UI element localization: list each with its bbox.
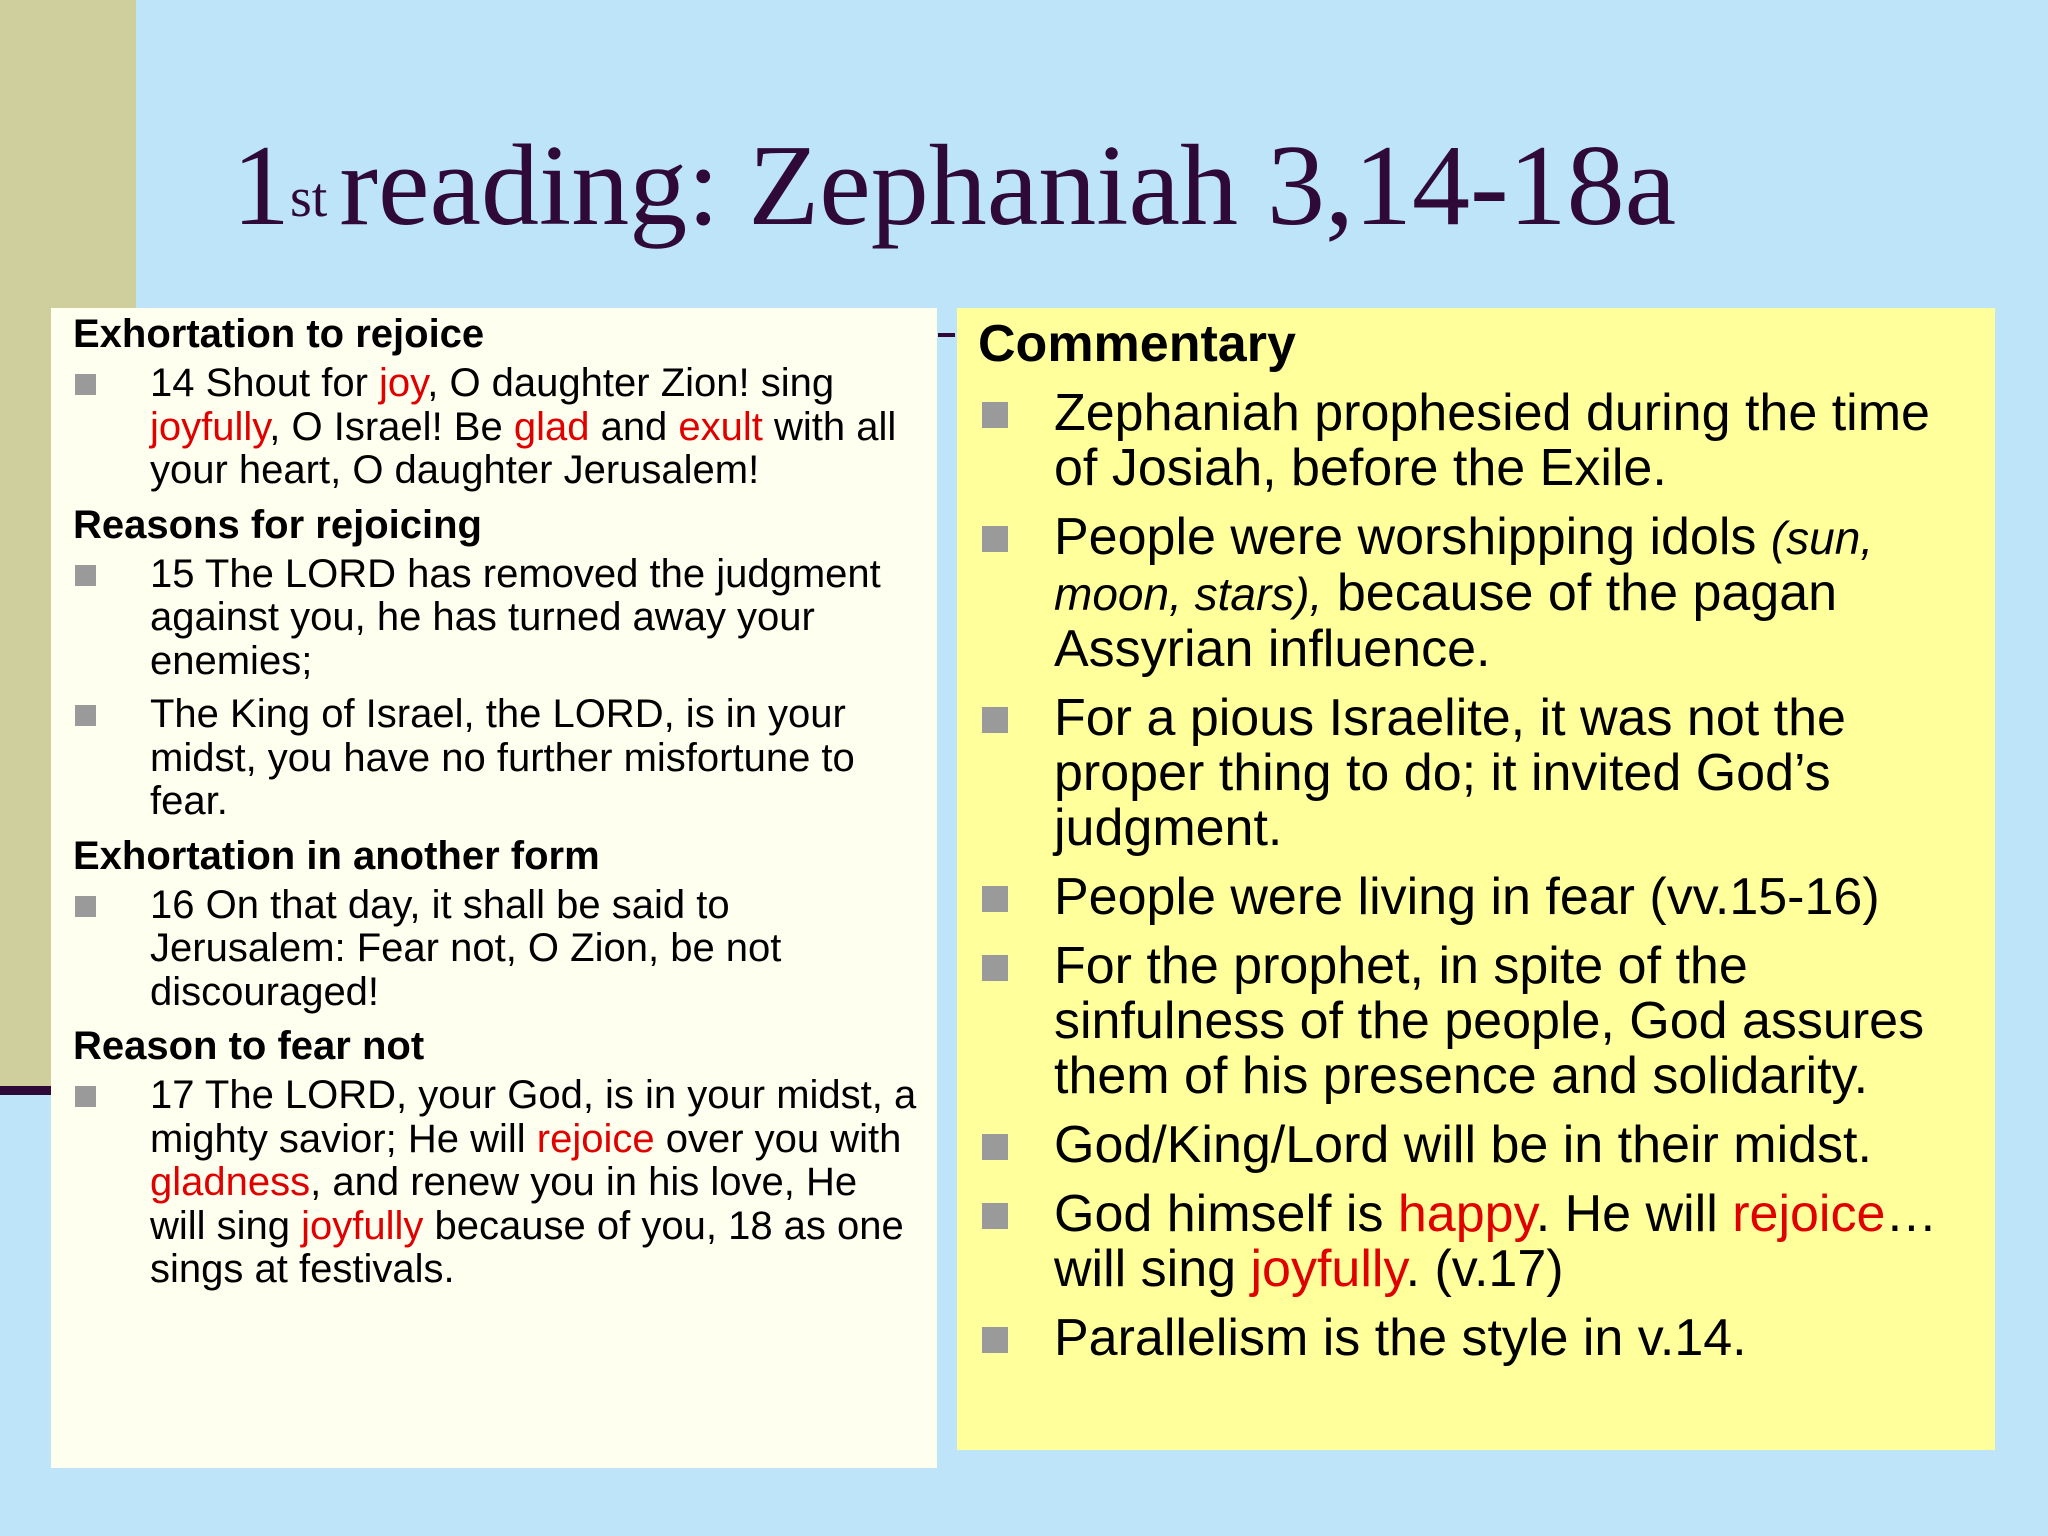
list-item: Parallelism is the style in v.14.	[978, 1311, 1985, 1366]
accent-line	[938, 333, 955, 337]
highlighted-word: joyfully	[301, 1203, 424, 1248]
accent-line	[0, 1086, 52, 1095]
square-bullet-icon	[982, 1134, 1008, 1160]
highlighted-word: happy	[1397, 1185, 1536, 1243]
square-bullet-icon	[75, 896, 96, 917]
list-item: God/King/Lord will be in their midst.	[978, 1118, 1985, 1173]
square-bullet-icon	[75, 1086, 96, 1107]
square-bullet-icon	[982, 526, 1008, 552]
commentary-text-box	[957, 308, 1995, 1450]
list-item: 15 The LORD has removed the judgment against you, he has turned away your enemies;	[73, 553, 919, 684]
highlighted-word: joyfully	[150, 404, 270, 449]
square-bullet-icon	[982, 707, 1008, 733]
square-bullet-icon	[75, 705, 96, 726]
slide-title	[232, 122, 1677, 250]
list-item: 14 Shout for joy, O daughter Zion! sing joyfully, O Israel! Be glad and exult with all your heart, O daughter Jerusalem!	[73, 362, 919, 493]
list-item: For the prophet, in spite of the sinfulness of the people, God assures them of his presence and solidarity.	[978, 939, 1985, 1104]
square-bullet-icon	[982, 886, 1008, 912]
highlighted-word: rejoice	[1732, 1185, 1886, 1243]
title-number: 1	[232, 122, 290, 250]
title-text: reading: Zephaniah 3,14-18a	[339, 122, 1677, 250]
italic-note: (sun, moon, stars),	[1054, 512, 1874, 620]
highlighted-word: glad	[513, 404, 590, 449]
highlighted-word: rejoice	[536, 1116, 655, 1161]
square-bullet-icon	[982, 1203, 1008, 1229]
highlighted-word: joyfully	[1250, 1240, 1406, 1298]
square-bullet-icon	[982, 955, 1008, 981]
square-bullet-icon	[75, 374, 96, 395]
square-bullet-icon	[75, 565, 96, 586]
highlighted-word: joy	[379, 361, 428, 405]
commentary-heading: Commentary	[978, 315, 1296, 373]
section-heading: Exhortation in another form	[73, 833, 600, 878]
square-bullet-icon	[982, 402, 1008, 428]
list-item: The King of Israel, the LORD, is in your midst, you have no further misfortune to fear.	[73, 693, 919, 824]
list-item: 17 The LORD, your God, is in your midst, a mighty savior; He will rejoice over you with gladness, and renew you in his love, He will sing joyfully because of you, 18 as one sings at festivals.	[73, 1074, 919, 1292]
highlighted-word: gladness	[150, 1160, 311, 1204]
list-item: For a pious Israelite, it was not the proper thing to do; it invited God’s judgment.	[978, 691, 1985, 856]
section-heading: Reason to fear not	[73, 1024, 425, 1068]
square-bullet-icon	[982, 1327, 1008, 1353]
highlighted-word: exult	[678, 404, 763, 449]
list-item: God himself is happy. He will rejoice… will sing joyfully. (v.17)	[978, 1187, 1985, 1297]
section-heading: Exhortation to rejoice	[73, 312, 485, 356]
scripture-text-box	[51, 308, 937, 1468]
list-item: People were living in fear (vv.15-16)	[978, 870, 1985, 925]
section-heading: Reasons for rejoicing	[73, 502, 482, 547]
list-item: 16 On that day, it shall be said to Jerusalem: Fear not, O Zion, be not discouraged!	[73, 884, 919, 1015]
list-item: Zephaniah prophesied during the time of Josiah, before the Exile.	[978, 386, 1985, 496]
title-superscript: st	[290, 167, 328, 229]
list-item: People were worshipping idols (sun, moon, stars), because of the pagan Assyrian influence.	[978, 510, 1985, 677]
